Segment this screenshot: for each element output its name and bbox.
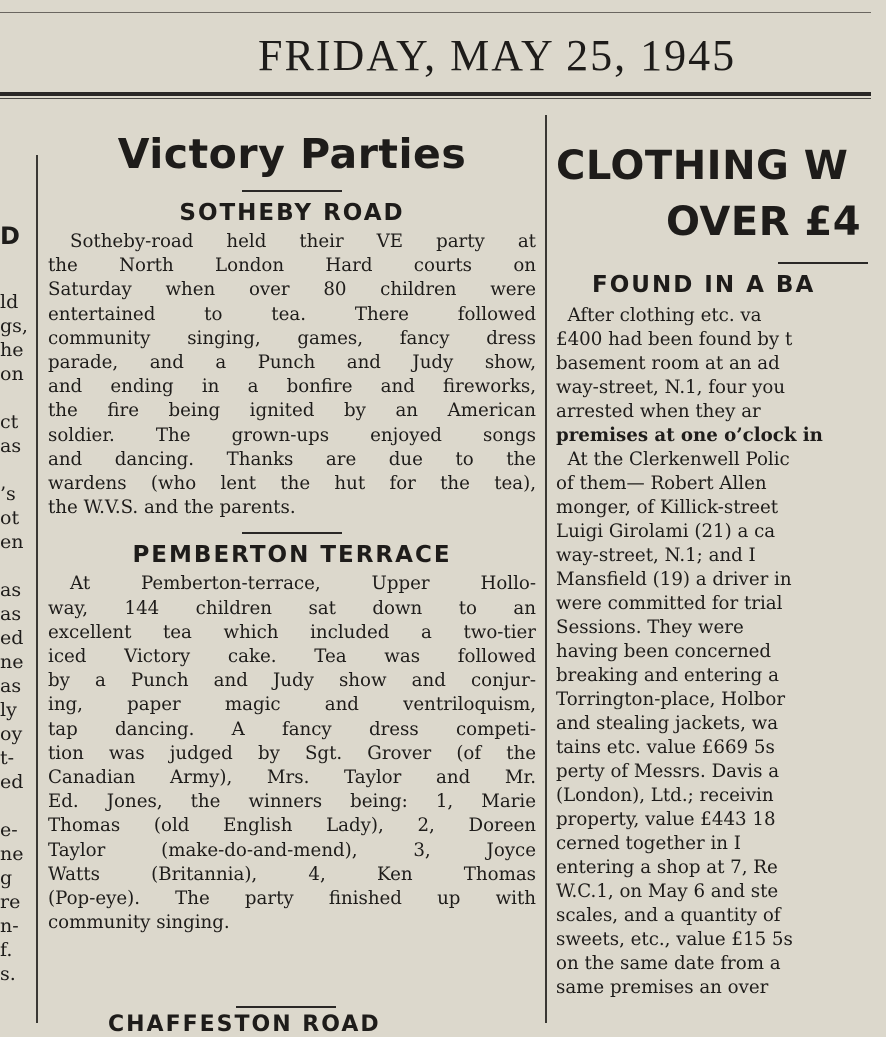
text-line: tains etc. value £669 5s	[556, 737, 775, 758]
fragment-line: ne	[0, 843, 24, 865]
section-paragraph	[44, 230, 540, 520]
headline-rule	[242, 190, 342, 192]
section-subhead: PEMBERTON TERRACE	[132, 542, 452, 569]
fragment-line: ne	[0, 651, 24, 673]
text-line: At Pemberton-terrace, Upper Hollo-	[70, 573, 536, 595]
fragment-line: en	[0, 531, 24, 553]
fragment-line: he	[0, 339, 24, 361]
dateline	[0, 28, 871, 92]
text-line: community singing, games, fancy dress	[48, 327, 536, 349]
text-line: Torrington-place, Holbor	[556, 689, 786, 710]
fragment-line: ed	[0, 771, 24, 793]
text-line: way-street, N.1; and I	[556, 545, 756, 566]
fragment-line: f.	[0, 939, 13, 961]
text-line: £400 had been found by t	[556, 329, 793, 350]
text-line: entering a shop at 7, Re	[556, 857, 778, 878]
fragment-line: as	[0, 675, 22, 697]
text-line: cerned together in I	[556, 833, 741, 854]
fragment-line: e-	[0, 819, 18, 841]
fragment-line: gs,	[0, 315, 28, 337]
fragment-line: n-	[0, 915, 19, 937]
text-line: At the Clerkenwell Polic	[556, 449, 790, 470]
right-subhead: FOUND IN A BA	[592, 272, 816, 298]
text-line: parade, and a Punch and Judy show,	[48, 352, 536, 374]
fragment-line: s.	[0, 963, 16, 985]
text-line: of them— Robert Allen	[556, 473, 767, 494]
text-line: and ending in a bonfire and fireworks,	[48, 376, 536, 398]
text-line: property, value £443 18	[556, 809, 776, 830]
top-rule	[0, 12, 871, 13]
text-line: scales, and a quantity of	[556, 905, 781, 926]
right-headline-line1: CLOTHING W	[556, 143, 849, 189]
fragment-line: re	[0, 891, 21, 913]
fragment-line: oy	[0, 723, 23, 745]
text-line: the North London Hard courts on	[48, 255, 536, 277]
text-line: excellent tea which included a two-tier	[48, 621, 536, 643]
text-line: After clothing etc. va	[556, 305, 762, 326]
fragment-line: ’s	[0, 483, 16, 505]
right-article-body	[556, 304, 886, 1000]
masthead-rule	[0, 92, 871, 96]
text-line: by a Punch and Judy show and conjur-	[48, 670, 536, 692]
text-line: (Pop-eye). The party finished up with	[48, 888, 536, 910]
text-line: arrested when they ar	[556, 401, 761, 422]
text-line: same premises an over	[556, 977, 769, 998]
text-line: sweets, etc., value £15 5s	[556, 929, 793, 950]
fragment-line	[0, 794, 30, 818]
text-line: way-street, N.1, four you	[556, 377, 786, 398]
text-line: Sotheby-road held their VE party at	[70, 231, 536, 252]
text-line: way, 144 children sat down to an	[48, 597, 536, 619]
right-headline-rule	[778, 262, 868, 264]
column-divider-right	[545, 115, 547, 1023]
fragment-line: ld	[0, 291, 19, 313]
text-line: (London), Ltd.; receivin	[556, 785, 774, 806]
fragment-line: ed	[0, 627, 24, 649]
text-line: W.C.1, on May 6 and ste	[556, 881, 779, 902]
text-line: monger, of Killick-street	[556, 497, 779, 518]
fragment-line: ct	[0, 411, 19, 433]
text-line: Canadian Army), Mrs. Taylor and Mr.	[48, 767, 536, 789]
text-line: Luigi Girolami (21) a ca	[556, 521, 776, 542]
fragment-line	[0, 554, 30, 578]
text-line: iced Victory cake. Tea was followed	[48, 646, 536, 668]
text-line: Saturday when over 80 children were	[48, 279, 536, 301]
fragment-line: ot	[0, 507, 20, 529]
text-line: the fire being ignited by an American	[48, 400, 536, 422]
fragment-line	[0, 386, 30, 410]
article-sections	[44, 200, 540, 935]
section-rule	[236, 1006, 336, 1008]
text-line: tion was judged by Sgt. Grover (of the	[48, 742, 536, 764]
text-line: entertained to tea. There followed	[48, 303, 536, 325]
text-line: basement room at an ad	[556, 353, 780, 374]
fragment-line	[0, 458, 30, 482]
text-line: perty of Messrs. Davis a	[556, 761, 780, 782]
text-line: Sessions. They were	[556, 617, 744, 638]
text-line: breaking and entering a	[556, 665, 779, 686]
headline: Victory Parties	[117, 130, 467, 178]
text-line: ing, paper magic and ventriloquism,	[48, 694, 536, 716]
section-paragraph	[44, 572, 540, 935]
fragment-line: ly	[0, 699, 17, 721]
text-line: premises at one o’clock in	[556, 425, 823, 446]
dateline-text: FRIDAY, MAY 25, 1945	[258, 31, 737, 80]
text-line: Thomas (old English Lady), 2, Doreen	[48, 815, 536, 837]
text-line: and stealing jackets, wa	[556, 713, 779, 734]
fragment-line: on	[0, 363, 24, 385]
text-line: having been concerned	[556, 641, 772, 662]
clothing-article	[556, 138, 886, 1000]
text-line: soldier. The grown-ups enjoyed songs	[48, 424, 536, 446]
fragment-line: t-	[0, 747, 15, 769]
fragment-line: as	[0, 603, 22, 625]
text-line: Ed. Jones, the winners being: 1, Marie	[48, 791, 536, 813]
next-subhead-fragment: CHAFFESTON ROAD	[108, 1012, 381, 1037]
text-line: Watts (Britannia), 4, Ken Thomas	[48, 863, 536, 885]
text-line: wardens (who lent the hut for the tea),	[48, 473, 536, 495]
text-line: on the same date from a	[556, 953, 781, 974]
text-line: tap dancing. A fancy dress competi-	[48, 718, 536, 740]
section-rule	[242, 532, 342, 534]
left-column-head-fragment: D	[0, 222, 20, 250]
text-line: the W.V.S. and the parents.	[48, 497, 296, 519]
victory-parties-article	[44, 130, 540, 935]
text-line: community singing.	[48, 912, 230, 934]
section-subhead: SOTHEBY ROAD	[179, 200, 405, 226]
right-headline-line2: OVER £4	[666, 199, 862, 245]
column-divider-left	[36, 155, 38, 1023]
text-line: Taylor (make-do-and-mend), 3, Joyce	[48, 839, 536, 861]
fragment-line: as	[0, 579, 22, 601]
left-column-fragment	[0, 290, 30, 986]
fragment-line: g	[0, 867, 13, 889]
fragment-line: as	[0, 435, 22, 457]
masthead-rule-thin	[0, 98, 871, 99]
text-line: were committed for trial	[556, 593, 783, 614]
text-line: Mansfield (19) a driver in	[556, 569, 792, 590]
text-line: and dancing. Thanks are due to the	[48, 448, 536, 470]
